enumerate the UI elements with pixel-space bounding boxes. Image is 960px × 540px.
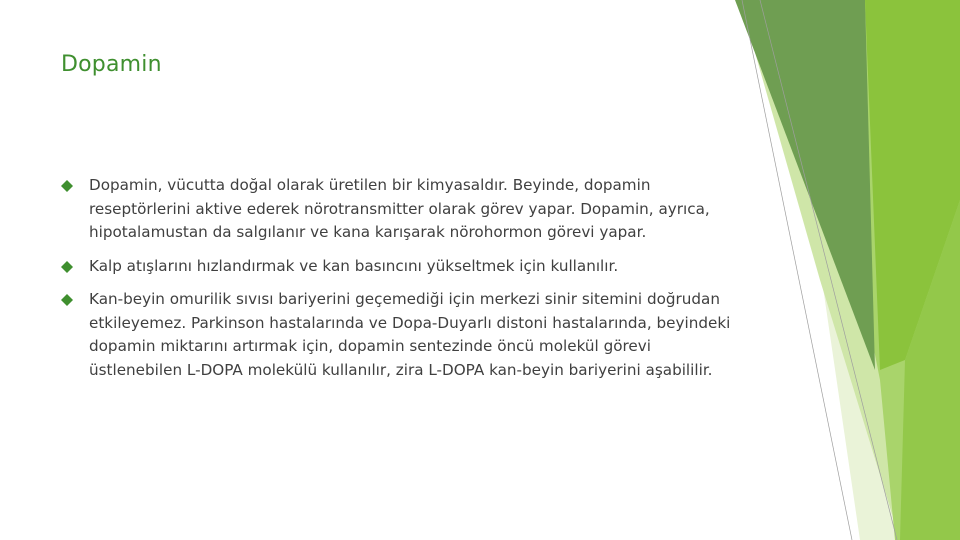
bullet-item [64, 174, 744, 245]
bullet-text: Kan-beyin omurilik sıvısı bariyerini geçemediği için merkezi sinir sitemini doğrudan etkileyemez. Parkinson hastalarında ve Dopa-Duyarlı distoni hastalarında, beyindeki dopamin miktarını artırmak için, dopamin sentezinde öncü molekül görevi üstlenebilen L-DOPA molekülü kullanılır, zira L-DOPA kan-beyin bariyerini aşabililir. [89, 290, 731, 379]
bullet-item [64, 288, 744, 382]
facet-dark [735, 0, 875, 370]
diamond-bullet-icon [61, 294, 73, 306]
bullet-item [64, 255, 744, 279]
bullet-list [64, 174, 744, 382]
diamond-bullet-icon [61, 180, 73, 192]
slide-title: Dopamin [61, 52, 162, 77]
bullet-text: Dopamin, vücutta doğal olarak üretilen bir kimyasaldır. Beyinde, dopamin reseptörlerini aktive ederek nörotransmitter olarak görev yapar. Dopamin, ayrıca, hipotalamustan da salgılanır ve kana karışarak nörohormon görevi yapar. [89, 176, 710, 241]
diamond-bullet-icon [61, 261, 73, 273]
bullet-text: Kalp atışlarını hızlandırmak ve kan basıncını yükseltmek için kullanılır. [89, 256, 619, 275]
